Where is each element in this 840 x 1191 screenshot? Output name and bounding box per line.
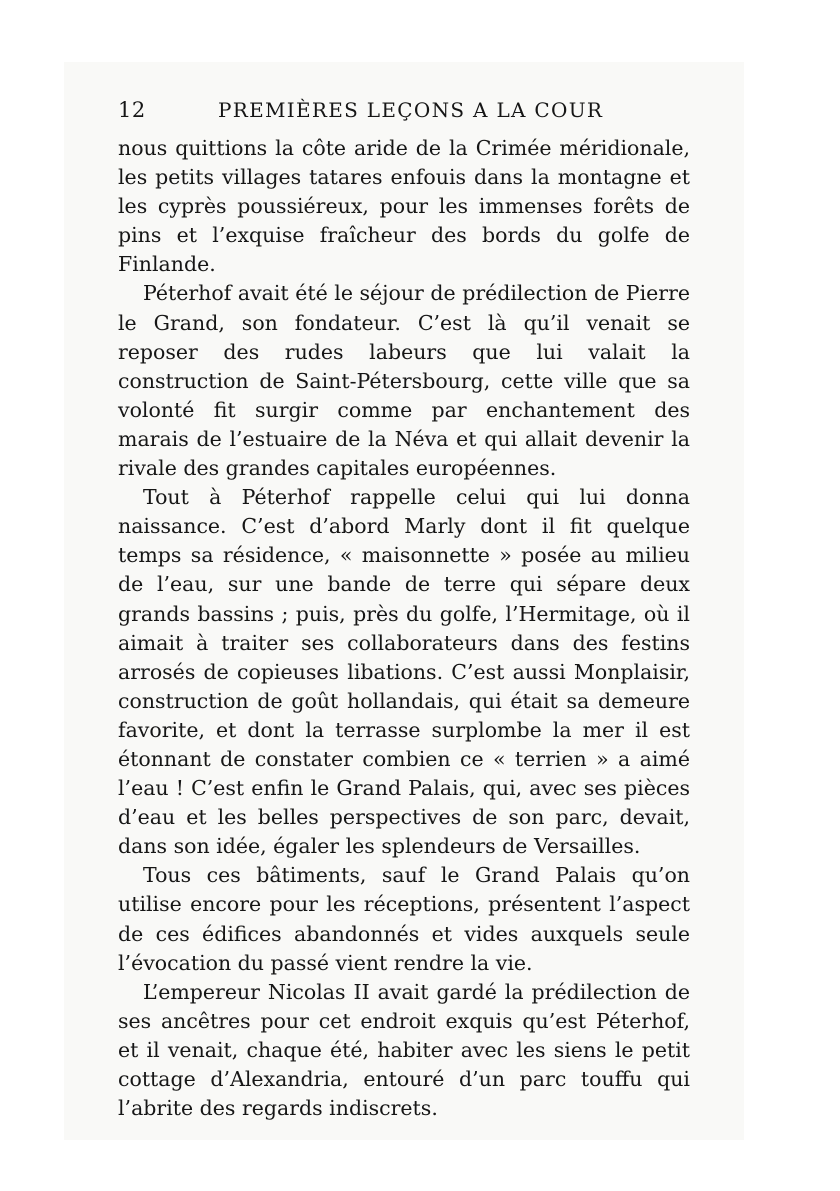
paragraph: Tout à Péterhof rappelle celui qui lui donna naissance. C’est d’abord Marly dont il fit quelque temps sa résidence, « maisonnette » posée au milieu de l’eau, sur une bande de terre qui sépare deux grands bassins ; puis, près du golfe, l’Hermitage, où il aimait à traiter ses collaborateurs dans des festins arrosés de copieuses libations. C’est aussi Monplaisir, construction de goût hollandais, qui était sa demeure favorite, et dont la terrasse surplombe la mer il est étonnant de constater combien ce « terrien » a aimé l’eau ! C’est enfin le Grand Palais, qui, avec ses pièces d’eau et les belles perspectives de son parc, devait, dans son idée, égaler les splendeurs de Versailles. [118, 485, 690, 859]
page-number: 12 [118, 98, 146, 122]
paragraph: L’empereur Nicolas II avait gardé la prédilection de ses ancêtres pour cet endroit exquis qu’est Péterhof, et il venait, chaque été, habiter avec les siens le petit cottage d’Alexandria, entouré d’un parc touffu qui l’abrite des regards indiscrets. [118, 979, 690, 1121]
paragraph: nous quittions la côte aride de la Crimée méridionale, les petits villages tatares enfouis dans la montagne et les cyprès poussiéreux, pour les immenses forêts de pins et l’exquise fraîcheur des bords du golfe de Finlande. [118, 136, 690, 277]
paragraph: Tous ces bâtiments, sauf le Grand Palais qu’on utilise encore pour les réceptions, présentent l’aspect de ces édifices abandonnés et vides auxquels seule l’évocation du passé vient rendre la vie. [118, 863, 690, 975]
running-title: PREMIÈRES LEÇONS A LA COUR [218, 98, 604, 122]
page-header [118, 92, 690, 128]
paragraph: Péterhof avait été le séjour de prédilection de Pierre le Grand, son fondateur. C’est là qu’il venait se reposer des rudes labeurs que lui valait la construction de Saint-Pétersbourg, cette ville que sa volonté fit surgir comme par enchantement des marais de l’estuaire de la Néva et qui allait devenir la rivale des grandes capitales européennes. [118, 281, 690, 481]
body-text [118, 134, 690, 1123]
